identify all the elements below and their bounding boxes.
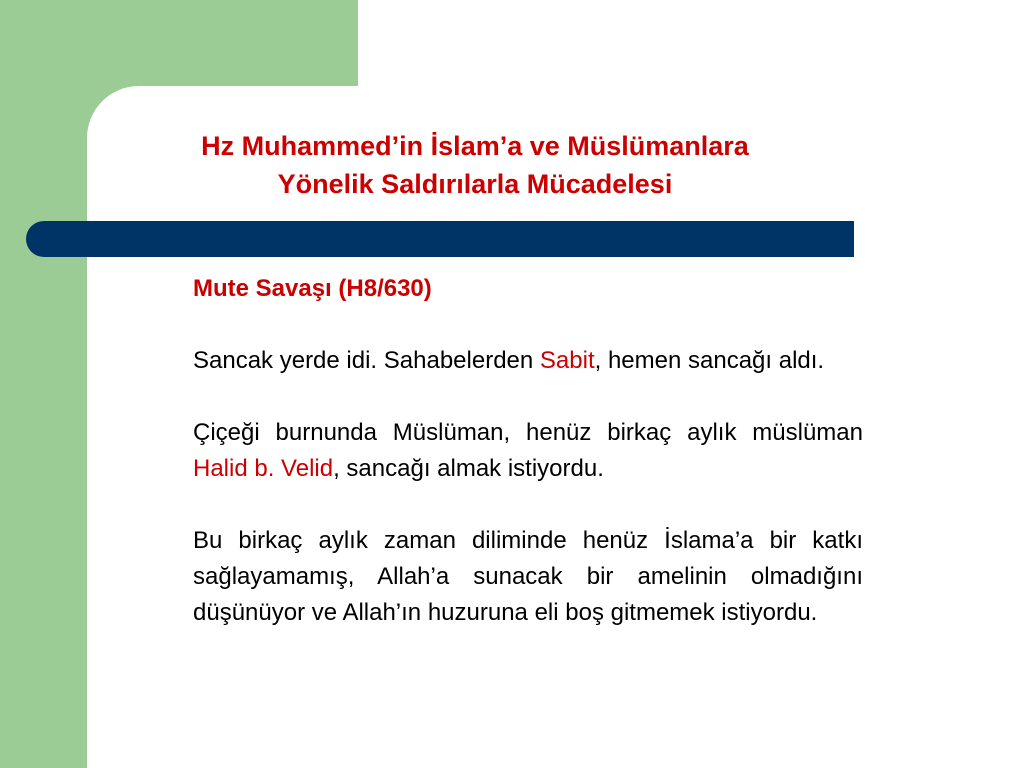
title-divider-bar [26,221,854,257]
section-heading: Mute Savaşı (H8/630) [193,275,432,302]
paragraph-3: Bu birkaç aylık zaman diliminde henüz İslama’a bir katkı sağlayamamış, Allah’a sunacak bir amelinin olmadığını düşünüyor ve Allah’ın huzuruna eli boş gitmemek istiyordu. [193,527,863,626]
paragraph-1-before: Sancak yerde idi. Sahabelerden [193,347,540,374]
title-line-2: Yönelik Saldırılarla Mücadelesi [277,169,673,199]
paragraph-2-after: , sancağı almak istiyordu. [333,455,604,482]
highlight-halid: Halid b. Velid [193,455,334,482]
paragraph-2-before: Çiçeği burnunda Müslüman, henüz birkaç aylık müslüman [193,419,863,446]
paragraph-1 [193,343,863,379]
slide-title [150,127,800,203]
slide-body [193,271,863,631]
title-line-1: Hz Muhammed’in İslam’a ve Müslümanlara [201,131,749,161]
paragraph-1-after: , hemen sancağı aldı. [594,347,825,374]
paragraph-2 [193,415,863,487]
highlight-sabit: Sabit [539,347,595,374]
